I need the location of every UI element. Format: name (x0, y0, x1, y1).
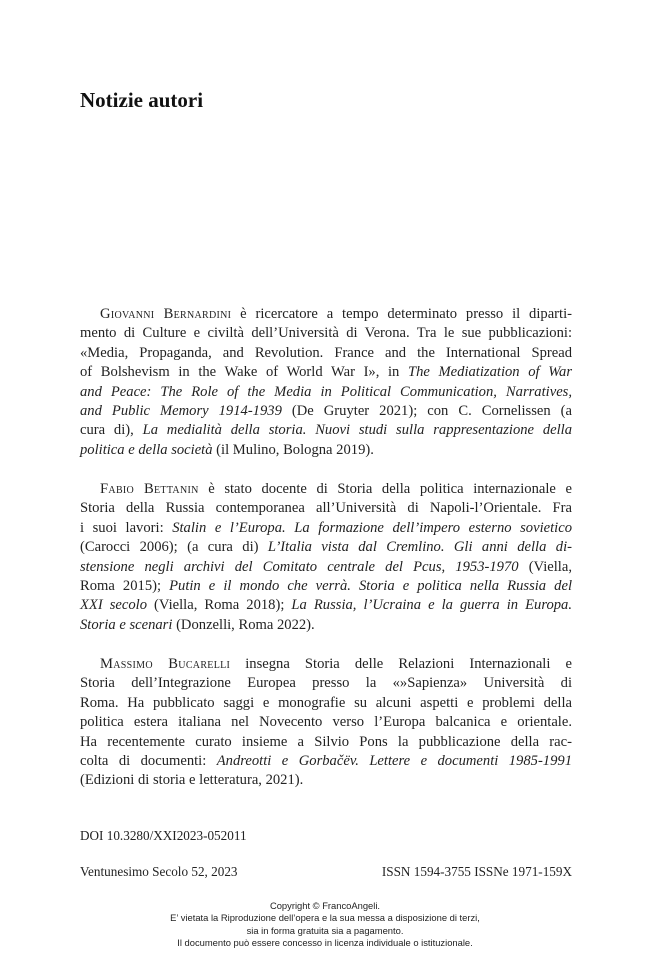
bio-text-italic: The Mediatization of War (408, 364, 572, 381)
bio-text: insegna Storia delle Relazioni Internazionali e (230, 656, 572, 672)
page-title: Notizie autori (80, 88, 204, 112)
bio-line (80, 713, 572, 732)
bio-text: Roma. Ha pubblicato saggi e monografie su alcuni aspetti e problemi della (80, 694, 572, 711)
author-name: Massimo Bucarelli (100, 656, 231, 672)
bio-text: colta di documenti: (80, 753, 217, 770)
bio-line (80, 655, 572, 674)
bio-text: «Media, Propaganda, and Revolution. France and the International Spread (80, 344, 572, 361)
bio-text: (il Mulino, Bologna 2019). (212, 441, 374, 458)
copyright-line: Copyright © FrancoAngeli. (269, 900, 381, 911)
bio-text-italic: Andreotti e Gorbačëv. Lettere e documenti 1985-1991 (216, 753, 572, 770)
bio-text: (Viella, Roma 2018); (147, 597, 292, 614)
bio-text-italic: XXI secolo (80, 597, 148, 614)
bio-text: cura di), (80, 422, 143, 439)
bio-line (80, 752, 572, 771)
issn: ISSN 1594-3755 ISSNe 1971-159X (381, 864, 572, 879)
bio-text-italic: La Russia, l’Ucraina e la guerra in Europa. (291, 597, 573, 614)
bio-text: Ha recentemente curato insieme a Silvio Pons la pubblicazione della rac- (80, 733, 572, 750)
bio-line (80, 616, 572, 635)
bio-text: politica estera italiana nel Novecento verso l’Europa balcanica e orientale. (80, 714, 572, 731)
bio-text: è stato docente di Storia della politica internazionale e (198, 481, 572, 497)
doi: DOI 10.3280/XXI2023-052011 (80, 828, 247, 843)
bio-line (80, 733, 572, 752)
bio-text: Roma 2015); (80, 578, 170, 595)
bio-line (80, 441, 572, 460)
bio-line (80, 538, 572, 557)
bio-text-italic: La medialità della storia. Nuovi studi sulla rappresentazione della (142, 422, 572, 439)
bio-text: (De Gruyter 2021); con C. Cornelissen (a (281, 403, 572, 420)
bio-text-italic: and Public Memory 1914-1939 (80, 403, 282, 420)
bio-text-italic: stensione negli archivi del Comitato centrale del Pcus, 1953-1970 (80, 558, 519, 575)
bio-text: Storia dell’Integrazione Europea presso la «»Sapienza» Università di (80, 675, 572, 692)
bio-text-italic: and Peace: The Role of the Media in Political Communication, Narratives, (80, 383, 572, 400)
bio-line (80, 383, 572, 402)
bio-line (80, 324, 572, 343)
bio-text-italic: L’Italia vista dal Cremlino. Gli anni della di- (267, 539, 572, 556)
bio-line (80, 674, 572, 693)
bio-line (80, 596, 572, 615)
bio-line (80, 480, 572, 499)
bio-text: (Viella, (518, 558, 572, 575)
bio-text: i suoi lavori: (80, 519, 173, 536)
bio-text: Storia della Russia contemporanea all’Università di Napoli-l’Orientale. Fra (80, 500, 572, 517)
bio-text: (Donzelli, Roma 2022). (172, 616, 315, 633)
bio-text: of Bolshevism in the Wake of World War I», in (80, 364, 408, 381)
bio-line (80, 402, 572, 421)
bio-text: mento di Culture e civiltà dell’Università di Verona. Tra le sue pubblicazioni: (80, 325, 572, 342)
bio-text-italic: Storia e scenari (80, 616, 173, 633)
author-bio (80, 305, 572, 460)
bio-line (80, 771, 572, 790)
copyright-notice (0, 900, 650, 949)
bio-text-italic: Putin e il mondo che verrà. Storia e politica nella Russia del (169, 578, 572, 595)
author-bio (80, 480, 572, 635)
bio-text: è ricercatore a tempo determinato presso il diparti- (231, 306, 572, 322)
author-name: Giovanni Bernardini (100, 306, 232, 322)
bio-line (80, 499, 572, 518)
author-bio (80, 655, 572, 791)
bio-line (80, 421, 572, 440)
bio-text-italic: Stalin e l’Europa. La formazione dell’impero esterno sovietico (172, 519, 572, 536)
bio-line (80, 305, 572, 324)
bio-line (80, 519, 572, 538)
copyright-line: sia in forma gratuita sia a pagamento. (246, 924, 404, 936)
copyright-line: E’ vietata la Riproduzione dell’opera e la sua messa a disposizione di terzi, (170, 912, 480, 924)
copyright-line: Il documento può essere concesso in licenza individuale o istituzionale. (177, 936, 473, 948)
bio-line (80, 344, 572, 363)
bio-line (80, 363, 572, 382)
bio-text: (Carocci 2006); (a cura di) (80, 539, 268, 556)
bio-text: (Edizioni di storia e letteratura, 2021). (80, 772, 304, 789)
bio-line (80, 577, 572, 596)
journal-issue: Ventunesimo Secolo 52, 2023 (80, 864, 238, 879)
bio-line (80, 558, 572, 577)
bio-text-italic: politica e della società (80, 441, 213, 458)
bio-line (80, 694, 572, 713)
author-name: Fabio Bettanin (100, 481, 199, 497)
